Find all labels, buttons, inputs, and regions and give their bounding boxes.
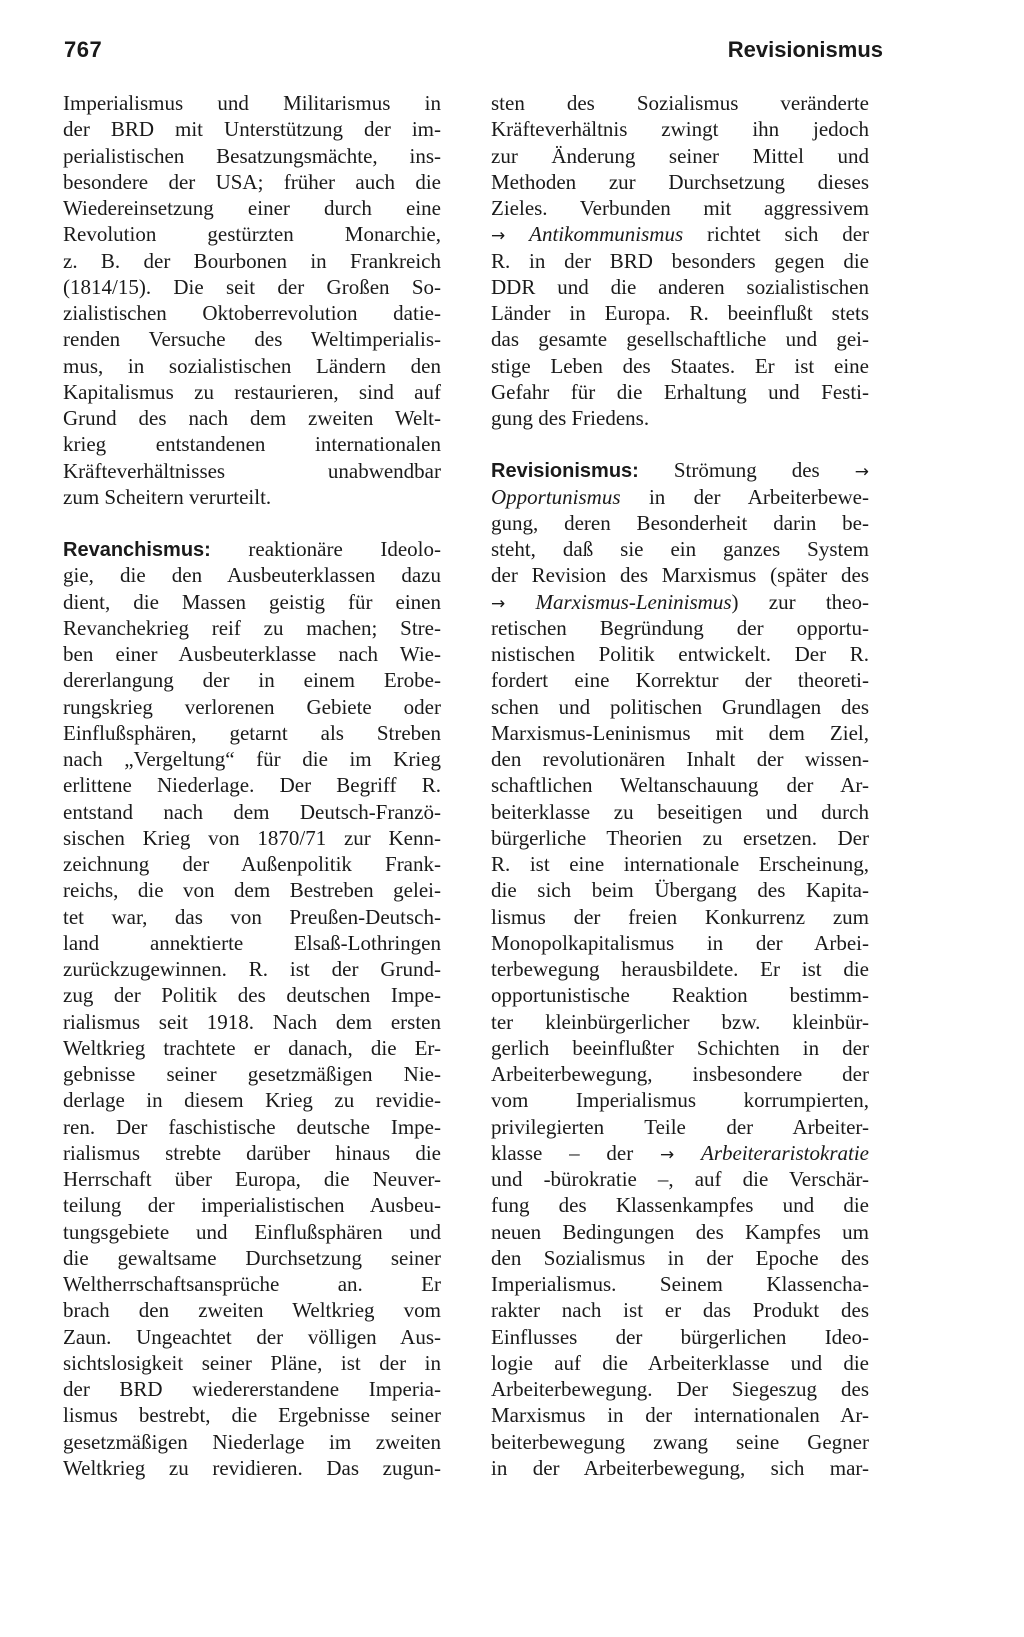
- text-line: Monopolkapitalismus in der Arbei-: [491, 930, 869, 955]
- text-line: dererlangung der in einem Erobe-: [63, 668, 441, 693]
- text-line: und -bürokratie –, auf die Verschär-: [491, 1167, 869, 1191]
- text-line: zum Scheitern verurteilt.: [63, 484, 272, 509]
- text-line: teilung der imperialistischen Ausbeu-: [63, 1193, 441, 1218]
- headword-revanchismus: Revanchismus:: [63, 539, 211, 561]
- text-line: rakter nach ist er das Produkt des: [491, 1298, 869, 1323]
- text-line: fung des Klassenkampfes und die: [491, 1193, 869, 1218]
- text-line: der BRD wiedererstandene Imperia-: [63, 1377, 441, 1401]
- text-line: land annektierte Elsaß-Lothringen: [63, 930, 441, 955]
- text-line: terbewegung herausbildete. Er ist die: [491, 957, 869, 981]
- text-line: vom Imperialismus korrumpierten,: [491, 1088, 869, 1113]
- text-line: logie auf die Arbeiterklasse und die: [491, 1350, 869, 1375]
- text-line: rialismus strebte darüber hinaus die: [63, 1140, 441, 1165]
- text-line: gung, deren Besonderheit darin be-: [491, 510, 869, 535]
- text-line: stige Leben des Staates. Er ist eine: [491, 353, 869, 378]
- text-line: die gewaltsame Durchsetzung seiner: [63, 1245, 441, 1270]
- text-line: brach den zweiten Weltkrieg vom: [63, 1298, 441, 1323]
- text-span: reaktionäre Ideolo-: [248, 537, 441, 561]
- text-line: Kapitalismus zu restaurieren, sind auf: [63, 379, 441, 404]
- text-line: rialismus seit 1918. Nach dem ersten: [63, 1009, 441, 1034]
- text-line: z. B. der Bourbonen in Frankreich: [63, 248, 441, 273]
- entry-first-line: [491, 457, 869, 483]
- running-head: Revisionismus: [727, 37, 883, 62]
- text-line: nistischen Politik entwickelt. Der R.: [491, 642, 869, 666]
- text-line: lismus der freien Konkurrenz zum: [491, 904, 869, 929]
- text-line-with-reference: [491, 1140, 869, 1166]
- text-line: R. ist eine internationale Erscheinung,: [491, 852, 869, 876]
- text-line: entstand nach dem Deutsch-Franzö-: [63, 799, 441, 824]
- text-line: opportunistische Reaktion bestimm-: [491, 983, 869, 1008]
- text-line: nach „Vergeltung“ für die im Krieg: [63, 747, 441, 771]
- text-line: Grund des nach dem zweiten Welt-: [63, 406, 441, 430]
- text-line: Zaun. Ungeachtet der völligen Aus-: [63, 1324, 441, 1349]
- text-span: Strömung des: [673, 458, 820, 483]
- text-line: schen und politischen Grundlagen des: [491, 694, 869, 719]
- text-span: ) zur theo-: [731, 589, 869, 614]
- text-line: beiterklasse zu beseitigen und durch: [491, 799, 869, 824]
- text-line: beiterbewegung zwang seine Gegner: [491, 1429, 869, 1454]
- text-line: Imperialismus und Militarismus in: [63, 91, 441, 115]
- text-line: zur Änderung seiner Mittel und: [491, 143, 869, 168]
- text-line: zurückzugewinnen. R. ist der Grund-: [63, 957, 441, 981]
- text-line: (1814/15). Die seit der Großen So-: [63, 274, 441, 299]
- text-line: privilegierten Teile der Arbeiter-: [491, 1114, 869, 1139]
- text-line: schaftlichen Weltanschauung der Ar-: [491, 773, 869, 798]
- text-line: die sich beim Übergang des Kapita-: [491, 878, 869, 903]
- text-line: reichs, die von dem Bestreben gelei-: [63, 878, 441, 903]
- entry-revisionismus: [491, 457, 869, 1481]
- text-line: gie, die den Ausbeuterklassen dazu: [63, 563, 441, 588]
- text-line: krieg entstandenen internationalen: [63, 432, 441, 457]
- text-line: gesetzmäßigen Niederlage im zweiten: [63, 1429, 441, 1454]
- text-line: ren. Der faschistische deutsche Impe-: [63, 1114, 441, 1139]
- continuation-paragraph: [63, 90, 441, 510]
- text-line: sten des Sozialismus veränderte: [491, 91, 869, 115]
- text-line: besondere der USA; früher auch die: [63, 169, 441, 194]
- text-line-with-reference: [491, 221, 869, 247]
- text-line: bürgerliche Theorien zu ersetzen. Der: [491, 825, 869, 850]
- text-line: ter kleinbürgerlicher bzw. kleinbür-: [491, 1009, 869, 1034]
- text-span: in der Arbeiterbewe-: [648, 484, 869, 509]
- text-line: mus, in sozialistischen Ländern den: [63, 353, 441, 378]
- text-line: Weltkrieg trachtete er danach, die Er-: [63, 1035, 441, 1060]
- text-line: Gefahr für die Erhaltung und Festi-: [491, 379, 869, 404]
- arrow-right-icon: →: [491, 226, 506, 247]
- cross-reference-marxismus-leninismus[interactable]: Marxismus-Leninismus: [535, 589, 732, 614]
- text-line-with-reference: [491, 589, 869, 615]
- text-line: gerlich beeinflußter Schichten in der: [491, 1035, 869, 1060]
- text-line: Marxismus in der internationalen Ar-: [491, 1403, 869, 1428]
- text-line: Weltkrieg zu revidieren. Das zugun-: [63, 1455, 441, 1480]
- text-line: zug der Politik des deutschen Impe-: [63, 983, 441, 1008]
- text-line: Imperialismus. Seinem Klassencha-: [491, 1272, 869, 1296]
- text-line: perialistischen Besatzungsmächte, ins-: [63, 143, 441, 168]
- arrow-right-icon: →: [854, 462, 870, 483]
- text-line: Methoden zur Durchsetzung dieses: [491, 169, 869, 194]
- text-line: DDR und die anderen sozialistischen: [491, 274, 869, 299]
- text-line: in der Arbeiterbewegung, sich mar-: [491, 1455, 869, 1480]
- cross-reference-arbeiteraristokratie[interactable]: Arbeiteraristokratie: [701, 1140, 869, 1165]
- text-line: den Sozialismus in der Epoche des: [491, 1245, 869, 1270]
- text-line: der BRD mit Unterstützung der im-: [63, 117, 441, 142]
- text-line: erlittene Niederlage. Der Begriff R.: [63, 773, 441, 798]
- text-line: R. in der BRD besonders gegen die: [491, 248, 869, 273]
- text-line: fordert eine Korrektur der theoreti-: [491, 668, 869, 693]
- text-line: Länder in Europa. R. beeinflußt stets: [491, 301, 869, 325]
- text-line: derlage in diesem Krieg zu revidie-: [63, 1088, 441, 1113]
- text-line: lismus bestrebt, die Ergebnisse seiner: [63, 1403, 441, 1428]
- text-line: Einflußsphären, getarnt als Streben: [63, 720, 441, 745]
- text-line: Einflusses der bürgerlichen Ideo-: [491, 1324, 869, 1349]
- cross-reference-antikommunismus[interactable]: Antikommunismus: [529, 222, 684, 247]
- headword-revisionismus: Revisionismus:: [491, 460, 639, 483]
- text-line: Weltherrschaftsansprüche an. Er: [63, 1272, 441, 1296]
- text-line: Kräfteverhältnis zwingt ihn jedoch: [491, 117, 869, 142]
- text-line: Herrschaft über Europa, die Neuver-: [63, 1167, 441, 1191]
- page-number: 767: [64, 37, 103, 62]
- text-line: tet war, das von Preußen-Deutsch-: [63, 904, 441, 929]
- text-line-with-reference: [491, 484, 869, 510]
- text-line: Revolution gestürzten Monarchie,: [63, 222, 441, 247]
- text-line: Wiedereinsetzung einer durch eine: [63, 196, 441, 220]
- text-line: das gesamte gesellschaftliche und gei-: [491, 327, 869, 352]
- arrow-right-icon: →: [491, 593, 506, 614]
- text-line: sichtslosigkeit seiner Pläne, ist der in: [63, 1350, 441, 1375]
- text-line: gung des Friedens.: [491, 406, 650, 430]
- text-line: Revanchekrieg reif zu machen; Stre-: [63, 615, 441, 640]
- text-line: Arbeiterbewegung, insbesondere der: [491, 1062, 869, 1086]
- text-line: gebnisse seiner gesetzmäßigen Nie-: [63, 1062, 441, 1086]
- text-line: sischen Krieg von 1870/71 zur Kenn-: [63, 825, 441, 850]
- text-line: steht, daß sie ein ganzes System: [491, 537, 869, 561]
- text-line: den revolutionären Inhalt der wissen-: [491, 747, 869, 771]
- text-line: Arbeiterbewegung. Der Siegeszug des: [491, 1377, 869, 1401]
- entry-first-line: [63, 536, 441, 562]
- text-line: renden Versuche des Weltimperialis-: [63, 327, 441, 352]
- text-line: ben einer Ausbeuterklasse nach Wie-: [63, 642, 441, 666]
- text-line: neuen Bedingungen des Kampfes um: [491, 1219, 869, 1244]
- cross-reference-opportunismus[interactable]: Opportunismus: [491, 484, 621, 509]
- entry-revanchismus: [63, 536, 441, 1481]
- left-column: [63, 90, 441, 1481]
- text-line: zialistischen Oktoberrevolution datie-: [63, 301, 441, 325]
- continuation-paragraph: [491, 90, 869, 431]
- text-line: retischen Begründung der opportu-: [491, 615, 869, 640]
- text-line: tungsgebiete und Einflußsphären und: [63, 1219, 441, 1244]
- text-line: zeichnung der Außenpolitik Frank-: [63, 852, 441, 876]
- text-line: der Revision des Marxismus (später des: [491, 563, 869, 588]
- text-line: Marxismus-Leninismus mit dem Ziel,: [491, 720, 869, 745]
- text-line: Zieles. Verbunden mit aggressivem: [491, 196, 869, 220]
- arrow-right-icon: →: [659, 1144, 675, 1165]
- text-line: Kräfteverhältnisses unabwendbar: [63, 458, 441, 483]
- text-span: klasse – der: [491, 1140, 634, 1165]
- right-column: [491, 90, 869, 1481]
- text-line: dient, die Massen geistig für einen: [63, 589, 441, 614]
- text-line: rungskrieg verlorenen Gebiete oder: [63, 694, 441, 719]
- text-span: richtet sich der: [707, 222, 870, 247]
